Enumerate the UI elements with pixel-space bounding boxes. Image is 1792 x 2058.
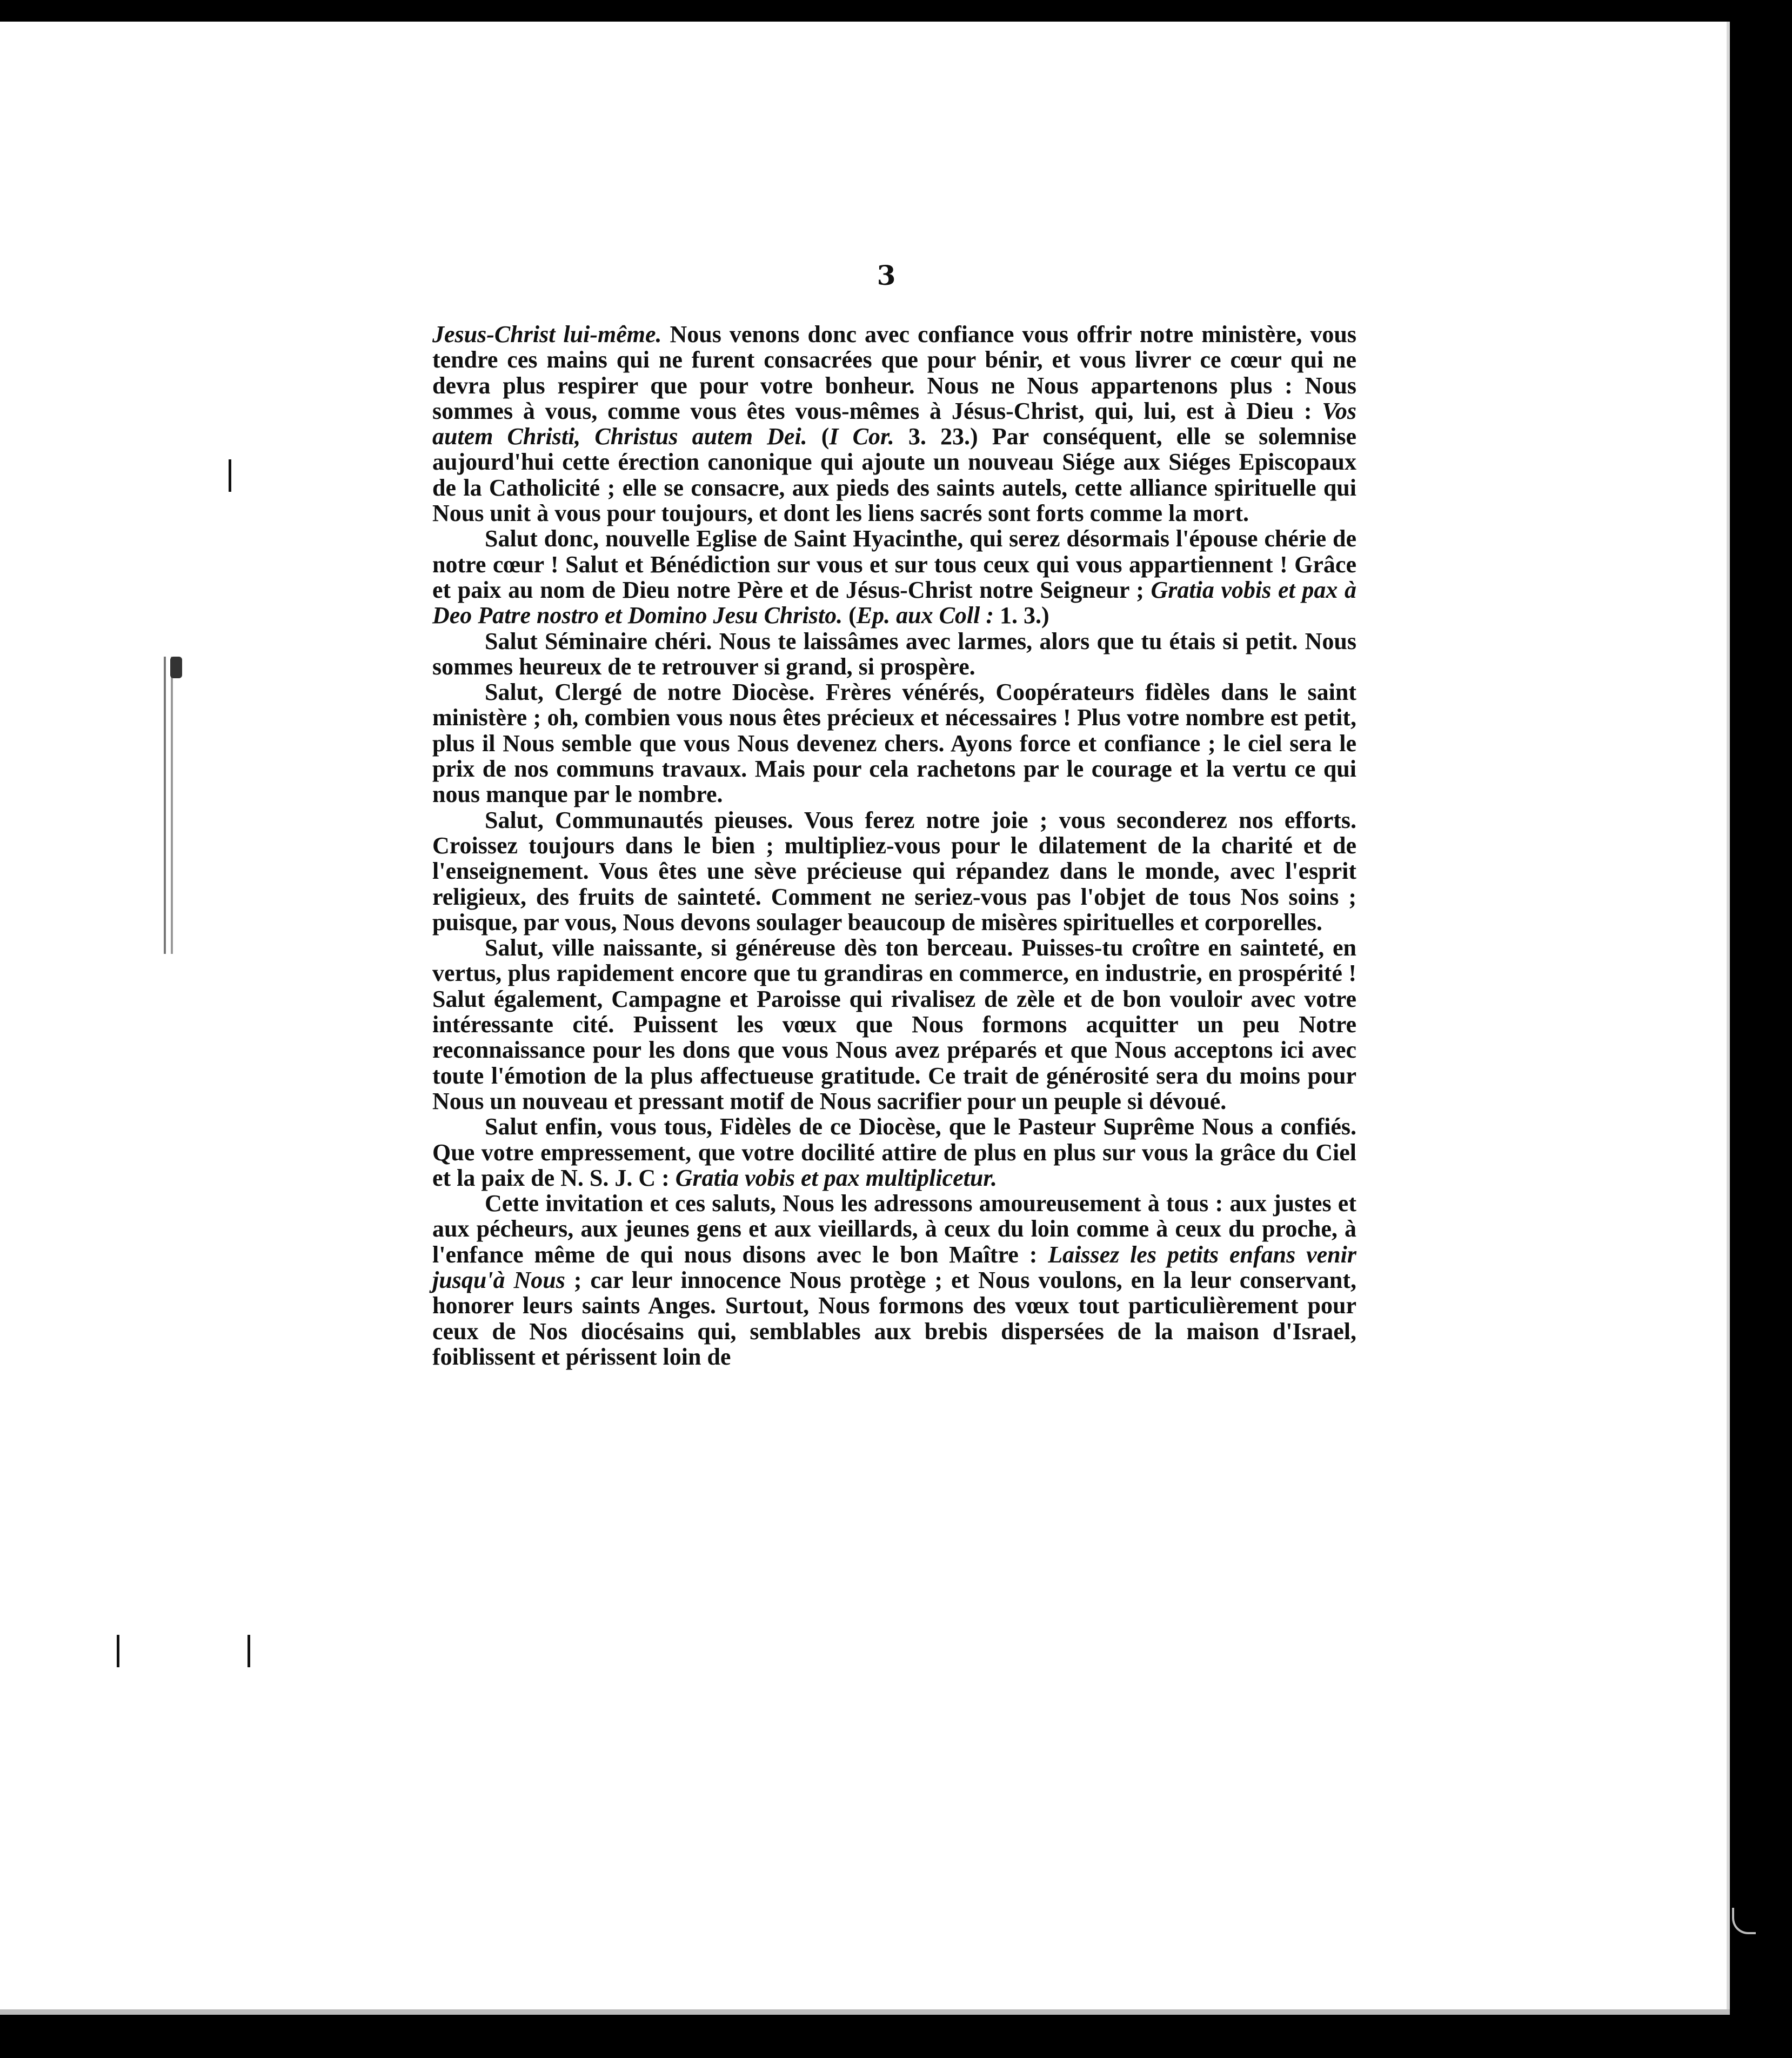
paragraph	[432, 679, 1356, 807]
paragraph	[432, 935, 1356, 1114]
text-run: Nous venons donc avec confiance vous offrir notre ministère, vous tendre ces mains qui ne furent consacrées que pour bénir, et vous livrer ce cœur qui ne devra plus respirer que pour votre bonheur. Nous ne Nous appartenons plus : Nous sommes à vous, comme vous êtes vous-mêmes à Jésus-Christ, qui, lui, est à Dieu :	[432, 321, 1357, 424]
scan-mark	[117, 1635, 119, 1667]
text-run: Cette invitation et ces saluts, Nous les adressons amoureusement à tous : aux justes et aux pécheurs, aux jeunes gens et aux vieillards, à ceux du loin comme à ceux du proche, à l'enfance même de qui nous disons avec le bon Maître :	[432, 1190, 1356, 1268]
paragraph	[432, 629, 1356, 680]
italic-text: Vos autem Christi, Christus autem Dei.	[432, 397, 1356, 450]
italic-text: I Cor.	[829, 423, 894, 450]
paragraph	[432, 807, 1356, 935]
text-run: 3. 23.) Par conséquent, elle se solemnise aujourd'hui cette érection canonique qui ajoute un nouveau Siége aux Siéges Episcopaux de la Catholicité ; elle se consacre, aux pieds des saints autels, cette alliance spirituelle qui Nous unit à vous pour toujours, et dont les liens sacrés sont forts comme la mort.	[432, 423, 1357, 527]
binding-thread	[164, 657, 166, 954]
text-run: Salut, Communautés pieuses. Vous ferez notre joie ; vous seconderez nos efforts. Croissez toujours dans le bien ; multipliez-vous pour le dilatement de la charité et de l'enseignement. Vous êtes une sève précieuse qui répandez dans le monde, avec l'esprit religieux, des fruits de sainteté. Comment ne seriez-vous pas l'objet de tous Nos soins ; puisque, par vous, Nous devons soulager beaucoup de misères spirituelles et corporelles.	[432, 806, 1356, 936]
binding-thread	[171, 657, 173, 954]
scan-mark	[229, 459, 231, 492]
italic-text: Gratia vobis et pax à Deo Patre nostro et Domino Jesu Christo.	[432, 576, 1356, 629]
text-run: 1. 3.)	[994, 602, 1049, 629]
page-edge-bottom	[0, 2009, 1730, 2015]
page-edge-right	[1727, 22, 1730, 2009]
paragraph	[432, 1191, 1356, 1369]
scan-mark	[248, 1635, 250, 1667]
text-run: Salut donc, nouvelle Eglise de Saint Hyacinthe, qui serez désormais l'épouse chérie de notre cœur ! Salut et Bénédiction sur vous et sur tous ceux qui vous appartiennent ! Grâce et paix au nom de Dieu notre Père et de Jésus-Christ notre Seigneur ;	[432, 525, 1356, 603]
text-run: ; car leur innocence Nous protège ; et Nous voulons, en la leur conservant, honorer leurs saints Anges. Surtout, Nous formons des vœux tout particulièrement pour ceux de Nos diocésains qui, semblables aux brebis dispersées de la maison d'Israel, foiblissent et périssent loin de	[432, 1266, 1356, 1370]
text-run: Salut, ville naissante, si généreuse dès ton berceau. Puisses-tu croître en sainteté, en vertus, plus rapidement encore que tu grandiras en commerce, en industrie, en prospérité ! Salut également, Campagne et Paroisse qui rivalisez de zèle et de bon vouloir avec votre intéressante cité. Puissent les vœux que Nous formons acquitter un peu Notre reconnaissance pour les dons que vous Nous avez préparés et que Nous acceptons ici avec toute l'émotion de la plus affectueuse gratitude. Ce trait de générosité sera du moins pour Nous un nouveau et pressant motif de Nous sacrifier pour un peuple si dévoué.	[432, 934, 1356, 1114]
body-text	[432, 322, 1356, 1369]
page-corner-curl	[1732, 1908, 1756, 1934]
binding-knot	[170, 657, 182, 678]
italic-text: Laissez les petits enfans venir jusqu'à Nous	[432, 1241, 1356, 1293]
text-run: (	[807, 423, 830, 450]
italic-text: Jesus-Christ lui-même.	[432, 321, 662, 348]
paragraph	[432, 1114, 1356, 1191]
italic-text: Ep. aux Coll :	[856, 602, 994, 629]
text-run: Salut, Clergé de notre Diocèse. Frères vénérés, Coopérateurs fidèles dans le saint ministère ; oh, combien vous nous êtes précieux et nécessaires ! Plus votre nombre est petit, plus il Nous semble que vous Nous devenez chers. Ayons force et confiance ; le ciel sera le prix de nos communs travaux. Mais pour cela rachetons par le courage et la vertu ce qui nous manque par le nombre.	[432, 679, 1356, 808]
paragraph	[432, 322, 1356, 526]
text-run: Salut Séminaire chéri. Nous te laissâmes avec larmes, alors que tu étais si petit. Nous sommes heureux de te retrouver si grand, si prospère.	[432, 627, 1356, 680]
text-run: Salut enfin, vous tous, Fidèles de ce Diocèse, que le Pasteur Suprême Nous a confiés. Que votre empressement, que votre docilité attire de plus en plus sur vous la grâce du Ciel et la paix de N. S. J. C :	[432, 1113, 1356, 1191]
paragraph	[432, 526, 1356, 628]
page-number: 3	[877, 259, 896, 291]
italic-text: Gratia vobis et pax multiplicetur.	[675, 1164, 998, 1191]
text-run: (	[842, 602, 857, 629]
